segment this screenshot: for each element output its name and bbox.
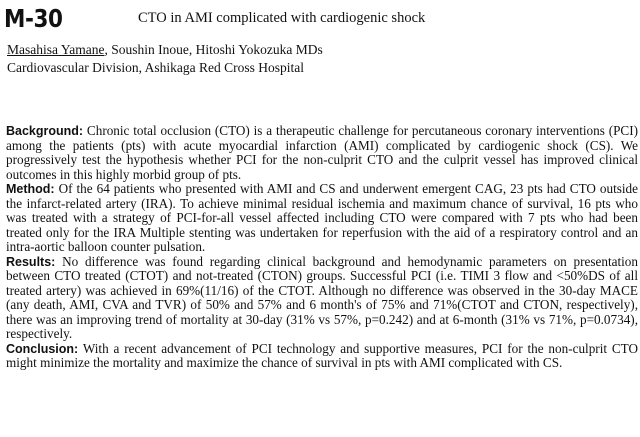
method-heading: Method:: [6, 182, 55, 196]
coauthors: , Soushin Inoue, Hitoshi Yokozuka MDs: [104, 42, 323, 57]
method-text: Of the 64 patients who presented with AMI and CS and underwent emergent CAG, 23 pts had CTO outside the infarct-related artery (IRA). To achieve minimal residual ischemia and maximum chance of survival, 16 pts who was treated with a strategy of PCI-for-all vessel affected including CTO were compared with 7 pts who had been treated only for the IRA Multiple stenting was undertaken for reperfusion with the aid of a respiratory control and an intra-aortic balloon counter pulsation.: [6, 181, 638, 254]
background-text: Chronic total occlusion (CTO) is a therapeutic challenge for percutaneous coronary interventions (PCI) among the patients (pts) with acute myocardial infarction (AMI) complicated by cardiogenic shock (CS). We progressively test the hypothesis whether PCI for the non-culprit CTO and the culprit vessel has improved clinical outcomes in this highly morbid group of pts.: [6, 123, 638, 182]
abstract-body: [6, 124, 638, 371]
abstract-id: M-30: [4, 4, 63, 33]
results-heading: Results:: [6, 254, 56, 269]
conclusion-heading: Conclusion:: [6, 341, 79, 356]
background-heading: Background:: [6, 124, 84, 138]
abstract-header: [4, 4, 636, 34]
author-list: [7, 41, 323, 59]
background-section: [6, 124, 638, 182]
conclusion-text: With a recent advancement of PCI technology and supportive measures, PCI for the non-culprit CTO might minimize the mortality and maximize the chance of survival in pts with AMI complicated with CS.: [6, 340, 638, 370]
presenting-author: Masahisa Yamane: [7, 42, 105, 57]
results-section: [6, 255, 638, 342]
abstract-title: CTO in AMI complicated with cardiogenic shock: [138, 10, 426, 26]
affiliation: Cardiovascular Division, Ashikaga Red Cross Hospital: [7, 60, 304, 75]
method-section: [6, 182, 638, 255]
results-text: No difference was found regarding clinical background and hemodynamic parameters on presentation between CTO treated (CTOT) and not-treated (CTON) groups. Successful PCI (i.e. TIMI 3 flow and <50%DS of all treated artery) was achieved in 69%(11/16) of the CTOT. Although no difference was observed in the 30-day MACE (any death, AMI, CVA and TVR) of 50% and 57% and 6 month's of 75% and 71%(CTOT and CTON, respectively), there was an improving trend of mortality at 30-day (31% vs 57%, p=0.242) and at 6-month (31% vs 71%, p=0.0734), respectively.: [6, 253, 638, 341]
conclusion-section: [6, 342, 638, 371]
